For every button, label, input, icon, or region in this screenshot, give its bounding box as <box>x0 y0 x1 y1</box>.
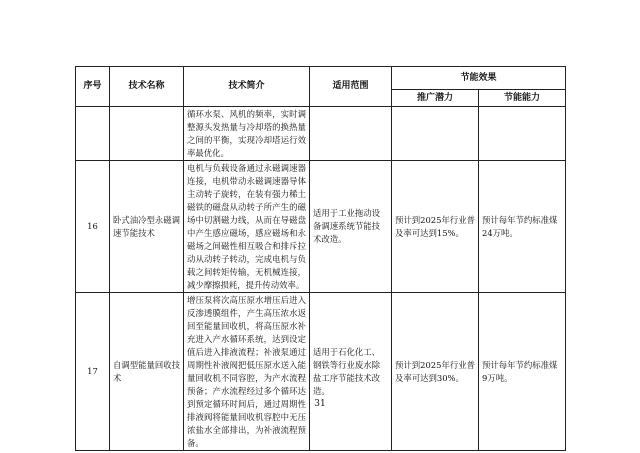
cell-empty <box>392 107 479 161</box>
cell-capacity: 预计每年节约标准煤 9万吨。 <box>479 293 566 451</box>
cell-potential: 预计到2025年行业普及率可达到30%。 <box>392 293 479 451</box>
header-seq: 序号 <box>76 67 110 107</box>
cell-seq: 17 <box>76 293 110 451</box>
cell-empty <box>310 107 392 161</box>
table-row <box>76 293 566 451</box>
cell-intro: 增压泵将次高压原水增压后进入反渗透膜组件，产生高压浓水返回至能量回收机，将高压原水补充进入产水循环系统，达到设定值后进入排液流程；补液泵通过周期性补液阀把低压原水送入能量回收机不同容腔，为产水流程预备；产水流程经过多个循环达到预定循环时间后，通过周期性排液阀将能量回收机容腔中无压浓盐水全部排出，为补液流程预备。 <box>184 293 310 451</box>
page-number: 31 <box>314 399 326 409</box>
header-energy-effect: 节能效果 <box>392 67 566 90</box>
cell-potential: 预计到2025年行业普及率可达到15%。 <box>392 161 479 293</box>
header-row <box>76 67 566 90</box>
cell-scope: 适用于工业拖动设备调速系统节能技术改造。 <box>310 161 392 293</box>
cell-empty <box>76 107 110 161</box>
header-scope: 适用范围 <box>310 67 392 107</box>
cell-empty <box>110 107 184 161</box>
header-tech-intro: 技术简介 <box>184 67 310 107</box>
header-potential: 推广潜力 <box>392 90 479 107</box>
cell-empty <box>479 107 566 161</box>
energy-tech-table <box>75 66 566 451</box>
header-tech-name: 技术名称 <box>110 67 184 107</box>
cell-scope: 适用于石化化工、钢铁等行业废水除盐工序节能技术改造。 <box>310 293 392 451</box>
cell-intro: 电机与负载设备通过永磁调速器连接，电机带动永磁调速器导体主动转子旋转，在装有强力稀土磁铁的磁盘从动转子所产生的磁场中切割磁力线，从而在导磁盘中产生感应磁场，感应磁场和永磁场之间磁性相互吸合和排斥拉动从动转子转动，完成电机与负载之间转矩传输，无机械连接，减少摩擦损耗，提升传动效率。 <box>184 161 310 293</box>
cell-tech-name: 自调型能量回收技术 <box>110 293 184 451</box>
cell-capacity: 预计每年节约标准煤 24万吨。 <box>479 161 566 293</box>
table-row-continuation <box>76 107 566 161</box>
cell-tech-name: 卧式油冷型永磁调速节能技术 <box>110 161 184 293</box>
header-capacity: 节能能力 <box>479 90 566 107</box>
table-row <box>76 161 566 293</box>
cell-seq: 16 <box>76 161 110 293</box>
cell-intro: 循环水泵、风机的频率，实时调整源头发热量与冷却塔的换热量之间的平衡，实现冷却塔运行效率最优化。 <box>184 107 310 161</box>
